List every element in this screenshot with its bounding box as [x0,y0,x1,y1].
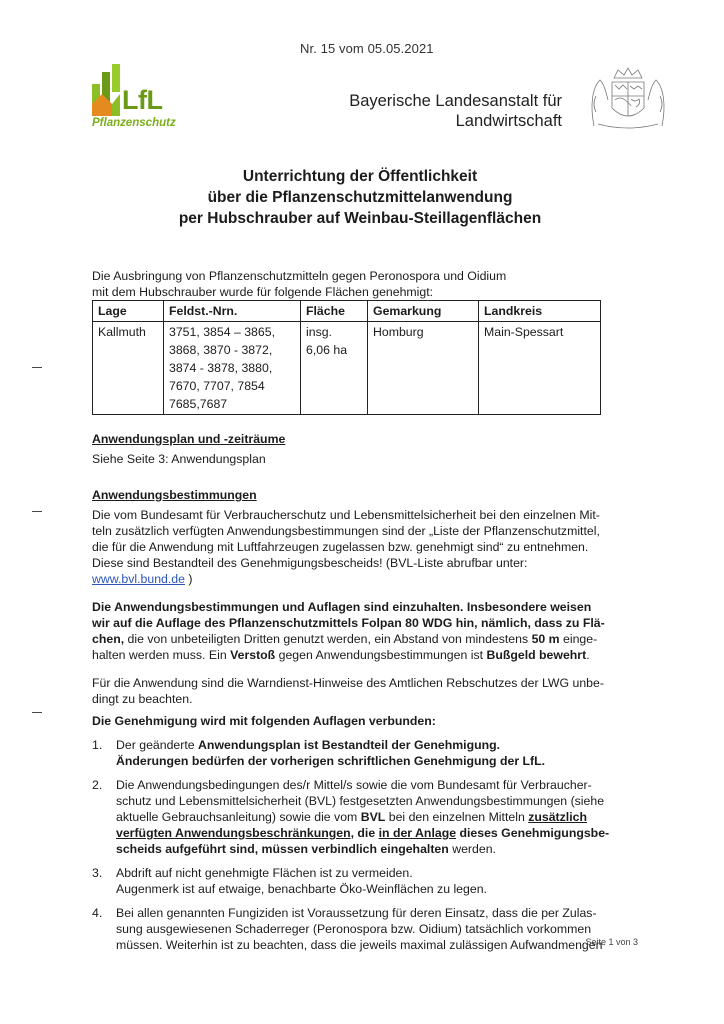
issue-number: Nr. 15 vom 05.05.2021 [300,41,434,56]
item-bold-fragment: dieses Genehmigungsbe- [456,826,610,840]
bvl-link[interactable]: www.bvl.bund.de [92,572,185,586]
item-line: Bei allen genannten Fungiziden ist Voraussetzung für deren Einsatz, dass die per Zulas- [116,906,597,920]
p2-line: wir auf die Auflage des Pflanzenschutzmittels Folpan 80 WDG hin, nämlich, dass zu Flä- [92,616,605,630]
p2-bold-fragment: chen, [92,632,125,646]
item-bold-fragment: , die [350,826,379,840]
title-line-2: über die Pflanzenschutzmittelanwendung [207,189,513,206]
p2-distance: 50 m [531,632,560,646]
item-number: 4. [92,906,103,920]
item-fragment: Der geänderte [116,738,199,752]
cell-feldst [164,322,301,415]
institution-line-2: Landwirtschaft [455,112,562,130]
feldst-line: 3874 - 3878, 3880, [169,361,273,375]
p1-line: die für die Anwendung mit Luftfahrzeugen zugelassen bzw. genehmigt sind“ zu entnehmen. [92,540,589,554]
p1-link-suffix: ) [184,572,193,586]
flaeche-line: 6,06 ha [306,343,348,357]
item-line: schutz und Lebensmittelsicherheit (BVL) festgesetzten Anwendungsbestimmungen (siehe [116,794,605,808]
item-bold-fragment: scheids aufgeführt sind, müssen verbindlich eingehalten [116,842,449,856]
intro-paragraph [92,268,612,300]
title-line-1: Unterrichtung der Öffentlichkeit [242,168,478,185]
plan-text: Siehe Seite 3: Anwendungsplan [92,452,266,466]
feldst-line: 7670, 7707, 7854 [169,379,265,393]
p2-fragment: die von unbeteiligten Dritten genutzt werden, ein Abstand von mindestens [124,632,532,646]
provisions-heading: Anwendungsbestimmungen [92,488,257,502]
list-item [92,737,622,769]
bavarian-coat-of-arms-icon [584,66,672,132]
item-line: Die Anwendungsbedingungen des/r Mittel/s sowie die vom Bundesamt für Verbraucher- [116,778,592,792]
item-line: müssen. Weiterhin ist zu beachten, dass die jeweils maximal zulässigen Aufwandmengen [116,938,603,952]
cell-landkreis: Main-Spessart [479,322,601,415]
item-number: 3. [92,866,103,880]
page-number: Seite 1 von 3 [585,937,638,947]
intro-line-1: Die Ausbringung von Pflanzenschutzmitteln gegen Peronospora und Oidium [92,269,507,283]
item-underlined-fragment: in der Anlage [378,826,457,840]
lfl-logo [92,64,202,136]
table-row [93,322,601,415]
column-header-feldst: Feldst.-Nrn. [164,301,301,322]
p2-line [92,647,632,663]
item-underlined-fragment: verfügten Anwendungsbeschränkungen [116,826,351,840]
item-bold-fragment: BVL [360,810,386,824]
item-line: sung ausgewiesenen Schaderreger (Peronospora bzw. Oidium) tatsächlich vorkommen [116,922,592,936]
provisions-section [92,487,632,707]
p2-line: Die Anwendungsbestimmungen und Auflagen sind einzuhalten. Insbesondere weisen [92,600,592,614]
item-number: 2. [92,778,103,792]
item-line: Abdrift auf nicht genehmigte Flächen ist zu vermeiden. [116,866,413,880]
p3-line: Für die Anwendung sind die Warndienst-Hinweise des Amtlichen Rebschutzes der LWG unbe- [92,676,604,690]
item-number: 1. [92,738,103,752]
institution-line-1: Bayerische Landesanstalt für [349,92,562,110]
p2-fragment: . [586,648,590,662]
list-item [92,865,622,897]
p1-line: Diese sind Bestandteil des Genehmigungsbescheids! (BVL-Liste abrufbar unter: [92,556,528,570]
column-header-flaeche: Fläche [301,301,368,322]
provisions-paragraph-3 [92,675,632,707]
margin-mark [32,367,42,368]
feldst-line: 3751, 3854 – 3865, [169,325,275,339]
feldst-line: 7685,7687 [169,397,228,411]
intro-line-2: mit dem Hubschrauber wurde für folgende Flächen genehmigt: [92,285,434,299]
p2-verstoss: Verstoß [230,648,276,662]
p1-line: teln zusätzlich verfügten Anwendungsbestimmungen sind der „Liste der Pflanzenschutzmittel, [92,524,600,538]
p3-line: dingt zu beachten. [92,692,193,706]
item-fragment: bei den einzelnen Mitteln [385,810,529,824]
document-title [120,166,600,229]
column-header-landkreis: Landkreis [479,301,601,322]
p1-line: Die vom Bundesamt für Verbraucherschutz und Lebensmittelsicherheit bei den einzelnen Mit- [92,508,600,522]
p2-fragment: einge- [559,632,598,646]
p2-fragment: gegen Anwendungsbestimmungen ist [275,648,487,662]
list-item [92,777,622,857]
item-line: Augenmerk ist auf etwaige, benachbarte Öko-Weinflächen zu legen. [116,882,487,896]
conditions-list [92,737,622,961]
plan-heading: Anwendungsplan und -zeiträume [92,432,286,446]
flaeche-line: insg. [306,325,332,339]
item-bold-fragment: Anwendungsplan ist Bestandteil der Genehmigung. [198,738,501,752]
cell-gemarkung: Homburg [368,322,479,415]
item-fragment: aktuelle Gebrauchsanleitung) sowie die vom [116,810,361,824]
p2-fine: Bußgeld bewehrt [486,648,587,662]
logo-wordmark: LfL [122,85,163,115]
provisions-paragraph-2 [92,599,632,663]
cell-flaeche [301,322,368,415]
title-line-3: per Hubschrauber auf Weinbau-Steillagenflächen [178,210,542,227]
p1-link-line [92,571,632,587]
column-header-lage: Lage [93,301,164,322]
approved-areas-table [92,300,601,415]
p2-fragment: halten werden muss. Ein [92,648,231,662]
plan-section [92,431,612,467]
item-underlined-fragment: zusätzlich [528,810,587,824]
list-item [92,905,622,953]
conditions-heading: Die Genehmigung wird mit folgenden Auflagen verbunden: [92,714,436,728]
table-header-row [93,301,601,322]
institution-name [349,91,562,131]
margin-mark [32,511,42,512]
provisions-paragraph-1 [92,507,632,587]
margin-mark [32,712,42,713]
cell-lage: Kallmuth [93,322,164,415]
item-fragment: werden. [448,842,496,856]
feldst-line: 3868, 3870 - 3872, [169,343,273,357]
column-header-gemarkung: Gemarkung [368,301,479,322]
p2-line [92,631,632,647]
logo-subtitle: Pflanzenschutz [92,117,176,129]
item-bold-line: Änderungen bedürfen der vorherigen schriftlichen Genehmigung der LfL. [116,754,546,768]
